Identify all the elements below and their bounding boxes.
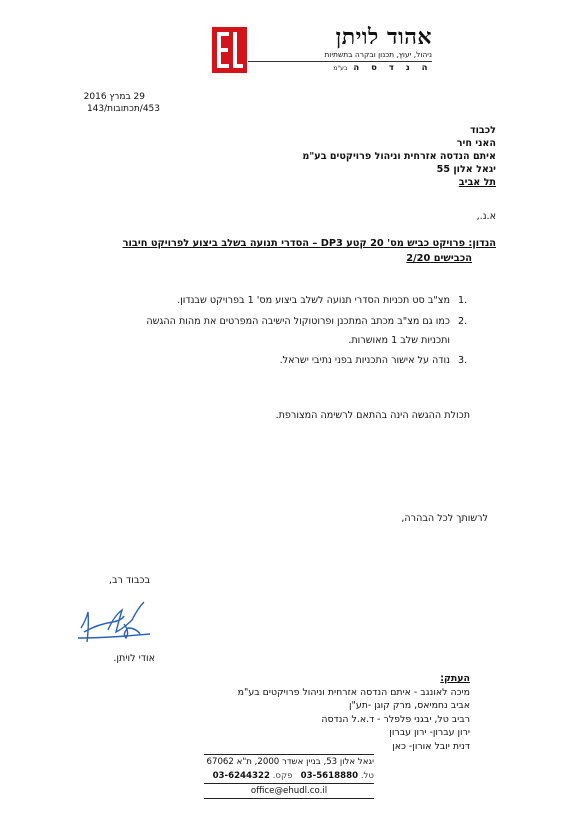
recipient-block [240,124,496,189]
list-number: 3. [458,355,468,366]
recipient-line: האני חיר [456,138,496,149]
tel-number: 03-5618880 [300,771,359,781]
footer [204,754,374,799]
list-text: נודה על אישור התכניות בפני נתיבי ישראל. [279,355,450,366]
handwritten-signature [78,598,158,650]
signatory-name: אודי לויתן. [113,653,155,664]
copies-block [180,672,470,753]
footer-address: יגאל אלון 53, בניין אשדר 2000, ת"א 67062 [206,757,374,767]
list-text: מצ"ב סט תכניות הסדרי תנועה לשלב ביצוע מס' 1 בפרויקט שבנדון. [177,295,450,306]
letterhead-divider [248,61,432,62]
recipient-city: תל אביב [458,177,496,188]
tel-label: טל. [360,771,374,781]
list-item [60,312,474,332]
greeting: א.נ., [476,211,496,222]
list-text-continued: ותכניות שלב 1 מאושרות. [348,335,450,346]
copy-recipient: אביב נחמיאס, מרק קוגן -תע"ן [348,700,470,711]
recipient-line: איתם הנדסה אזרחית וניהול פרויקטים בע"מ [302,151,496,162]
list-item [100,351,474,371]
list-number: 2. [458,316,468,327]
subject-line-1: הנדון: פרויקט כביש מס' 20 קטע DP3 – הסדרי תנועה בשלב ביצוע לפרויקט חיבור [122,238,496,249]
engineering-label: ה נ ד ס ה [353,63,432,73]
ltd-label: בע"מ [333,65,348,72]
regards: בכבוד רב, [108,575,150,586]
company-engineering [252,63,432,74]
copy-recipient: דנית יובל אורון- כאן [392,740,470,752]
closing-line: לרשותך לכל הבהרה, [401,513,488,524]
company-name: אהוד לויתן [335,24,432,50]
footer-email[interactable]: office@ehudl.co.il [250,786,328,796]
company-services: ניהול, יעוץ, תכנון ובקרה בתשתיות [324,50,432,59]
copy-recipient: ירון עברון- ירון עברון [389,727,470,738]
footer-divider [204,798,374,799]
footer-phones [204,769,374,783]
list-item [100,291,474,311]
fax-number: 03-6244322 [212,771,270,781]
recipient-line: לכבוד [469,125,496,136]
letter-date: 29 במרץ 2016 [83,92,145,102]
company-logo [212,27,247,73]
list-text: כמו גם מצ"ב מכתב המתכנן ופרוטוקול הישיבה המפרטים את מהות ההגשה [146,316,450,327]
list-number: 1. [458,295,468,306]
subject-line-2: הכבישים 2/20 [406,253,472,264]
recipient-line: יגאל אלון 55 [436,164,496,175]
copy-recipient: מיכה לאונגב - איתם הנדסה אזרחית וניהול פרויקטים בע"מ [237,686,470,698]
submission-note: תכולת ההגשה הינה בהתאם לרשימה המצורפת. [275,410,470,421]
copies-title: העתק: [440,673,470,684]
copy-recipient: רביב טל, יבגני פלפלר - ד.א.ל הנדסה [321,713,470,725]
letter-reference: 453/תכתובות/143 [86,104,160,114]
fax-label: פקס. [272,771,293,781]
